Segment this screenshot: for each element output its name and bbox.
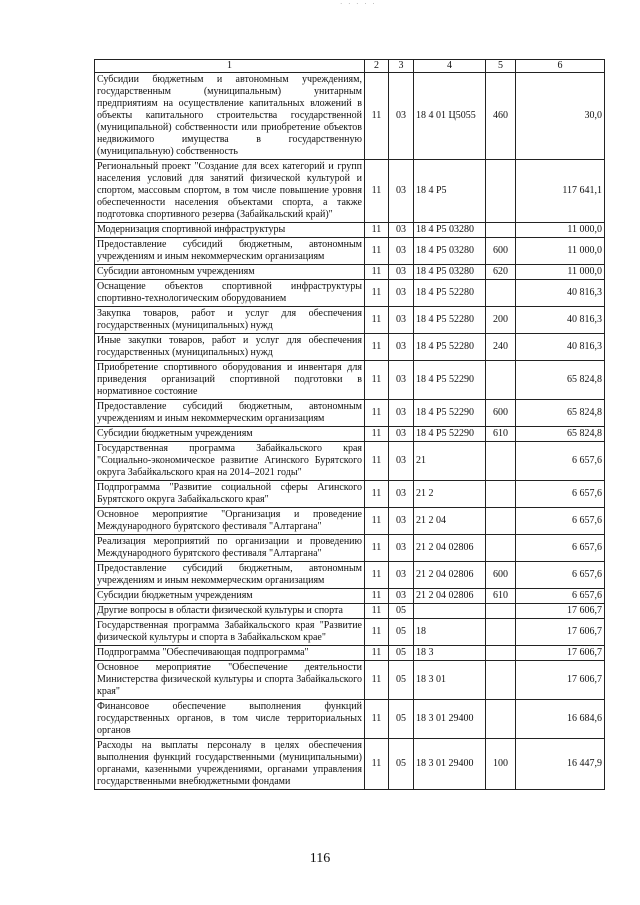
expense-type-code-cell xyxy=(486,646,516,661)
amount-cell: 16 684,6 xyxy=(516,700,605,739)
section-code-cell: 11 xyxy=(365,481,389,508)
item-name-cell: Субсидии бюджетным учреждениям xyxy=(95,589,365,604)
section-code-cell: 11 xyxy=(365,661,389,700)
header-col-2: 2 xyxy=(365,60,389,73)
target-article-code-cell: 18 4 01 Ц5055 xyxy=(414,73,486,160)
item-name-cell: Субсидии автономным учреждениям xyxy=(95,265,365,280)
target-article-code-cell: 21 2 04 02806 xyxy=(414,589,486,604)
subsection-code-cell: 05 xyxy=(389,661,414,700)
amount-cell: 117 641,1 xyxy=(516,160,605,223)
amount-cell: 40 816,3 xyxy=(516,307,605,334)
expense-type-code-cell: 240 xyxy=(486,334,516,361)
table-row xyxy=(95,280,605,307)
item-name-cell: Государственная программа Забайкальского края "Развитие физической культуры и спорта в Забайкальском крае" xyxy=(95,619,365,646)
expense-type-code-cell: 100 xyxy=(486,739,516,790)
subsection-code-cell: 03 xyxy=(389,427,414,442)
expense-type-code-cell xyxy=(486,442,516,481)
subsection-code-cell: 03 xyxy=(389,481,414,508)
target-article-code-cell: 18 3 01 29400 xyxy=(414,700,486,739)
expense-type-code-cell: 460 xyxy=(486,73,516,160)
amount-cell: 16 447,9 xyxy=(516,739,605,790)
section-code-cell: 11 xyxy=(365,646,389,661)
subsection-code-cell: 03 xyxy=(389,73,414,160)
subsection-code-cell: 03 xyxy=(389,280,414,307)
item-name-cell: Подпрограмма "Развитие социальной сферы Агинского Бурятского округа Забайкальского края" xyxy=(95,481,365,508)
subsection-code-cell: 03 xyxy=(389,562,414,589)
section-code-cell: 11 xyxy=(365,361,389,400)
target-article-code-cell xyxy=(414,604,486,619)
table-header-row xyxy=(95,60,605,73)
subsection-code-cell: 03 xyxy=(389,508,414,535)
target-article-code-cell: 18 4 P5 03280 xyxy=(414,238,486,265)
table-row xyxy=(95,160,605,223)
expense-type-code-cell: 200 xyxy=(486,307,516,334)
table-row xyxy=(95,619,605,646)
item-name-cell: Другие вопросы в области физической культуры и спорта xyxy=(95,604,365,619)
table-row xyxy=(95,361,605,400)
item-name-cell: Государственная программа Забайкальского края "Социально-экономическое развитие Агинского Бурятского округа Забайкальского края на 2014–2021 годы" xyxy=(95,442,365,481)
target-article-code-cell: 18 4 P5 52280 xyxy=(414,307,486,334)
table-row xyxy=(95,307,605,334)
subsection-code-cell: 03 xyxy=(389,400,414,427)
target-article-code-cell: 18 4 P5 52290 xyxy=(414,400,486,427)
header-col-5: 5 xyxy=(486,60,516,73)
section-code-cell: 11 xyxy=(365,160,389,223)
table-row xyxy=(95,400,605,427)
subsection-code-cell: 05 xyxy=(389,604,414,619)
expense-type-code-cell: 620 xyxy=(486,265,516,280)
target-article-code-cell: 18 4 P5 03280 xyxy=(414,223,486,238)
subsection-code-cell: 05 xyxy=(389,739,414,790)
section-code-cell: 11 xyxy=(365,427,389,442)
target-article-code-cell: 18 4 P5 52290 xyxy=(414,361,486,400)
expense-type-code-cell xyxy=(486,604,516,619)
item-name-cell: Подпрограмма "Обеспечивающая подпрограмма" xyxy=(95,646,365,661)
item-name-cell: Оснащение объектов спортивной инфраструктуры спортивно-технологическим оборудованием xyxy=(95,280,365,307)
amount-cell: 6 657,6 xyxy=(516,508,605,535)
amount-cell: 40 816,3 xyxy=(516,334,605,361)
target-article-code-cell: 18 4 P5 52280 xyxy=(414,280,486,307)
section-code-cell: 11 xyxy=(365,280,389,307)
page-number: 116 xyxy=(309,851,331,866)
table-row xyxy=(95,442,605,481)
subsection-code-cell: 03 xyxy=(389,361,414,400)
item-name-cell: Расходы на выплаты персоналу в целях обеспечения выполнения функций государственными (муниципальными) органами, казенными учреждениями, органами управления государственными внебюджетными фондами xyxy=(95,739,365,790)
section-code-cell: 11 xyxy=(365,508,389,535)
subsection-code-cell: 03 xyxy=(389,535,414,562)
item-name-cell: Субсидии бюджетным и автономным учреждениям, государственным (муниципальным) унитарным предприятиям на осуществление капитальных вложений в объекты капитального строительства государственной (муниципальной) собственности или приобретение объектов недвижимого имущества в государственную (муниципальную) собственность xyxy=(95,73,365,160)
section-code-cell: 11 xyxy=(365,307,389,334)
amount-cell: 17 606,7 xyxy=(516,619,605,646)
expense-type-code-cell: 600 xyxy=(486,238,516,265)
section-code-cell: 11 xyxy=(365,619,389,646)
expense-type-code-cell xyxy=(486,661,516,700)
section-code-cell: 11 xyxy=(365,535,389,562)
table-row xyxy=(95,562,605,589)
target-article-code-cell: 21 xyxy=(414,442,486,481)
expense-type-code-cell xyxy=(486,508,516,535)
expense-type-code-cell: 600 xyxy=(486,562,516,589)
subsection-code-cell: 03 xyxy=(389,223,414,238)
subsection-code-cell: 03 xyxy=(389,334,414,361)
target-article-code-cell: 18 4 P5 xyxy=(414,160,486,223)
amount-cell: 30,0 xyxy=(516,73,605,160)
expense-type-code-cell xyxy=(486,619,516,646)
item-name-cell: Финансовое обеспечение выполнения функций государственных органов, в том числе территориальных органов xyxy=(95,700,365,739)
table-row xyxy=(95,427,605,442)
table-row xyxy=(95,223,605,238)
section-code-cell: 11 xyxy=(365,73,389,160)
item-name-cell: Иные закупки товаров, работ и услуг для обеспечения государственных (муниципальных) нужд xyxy=(95,334,365,361)
section-code-cell: 11 xyxy=(365,238,389,265)
subsection-code-cell: 03 xyxy=(389,265,414,280)
section-code-cell: 11 xyxy=(365,334,389,361)
expense-type-code-cell xyxy=(486,700,516,739)
table-row xyxy=(95,508,605,535)
subsection-code-cell: 05 xyxy=(389,619,414,646)
target-article-code-cell: 18 3 01 xyxy=(414,661,486,700)
expense-type-code-cell: 610 xyxy=(486,427,516,442)
subsection-code-cell: 03 xyxy=(389,442,414,481)
item-name-cell: Предоставление субсидий бюджетным, автономным учреждениям и иным некоммерческим организациям xyxy=(95,562,365,589)
amount-cell: 6 657,6 xyxy=(516,562,605,589)
amount-cell: 17 606,7 xyxy=(516,646,605,661)
expense-type-code-cell xyxy=(486,361,516,400)
header-col-6: 6 xyxy=(516,60,605,73)
table-row xyxy=(95,661,605,700)
amount-cell: 17 606,7 xyxy=(516,661,605,700)
table-row xyxy=(95,739,605,790)
target-article-code-cell: 18 xyxy=(414,619,486,646)
section-code-cell: 11 xyxy=(365,589,389,604)
table-row xyxy=(95,700,605,739)
item-name-cell: Приобретение спортивного оборудования и инвентаря для приведения организаций спортивной подготовки в нормативное состояние xyxy=(95,361,365,400)
item-name-cell: Субсидии бюджетным учреждениям xyxy=(95,427,365,442)
target-article-code-cell: 18 3 xyxy=(414,646,486,661)
table-row xyxy=(95,334,605,361)
subsection-code-cell: 03 xyxy=(389,160,414,223)
section-code-cell: 11 xyxy=(365,223,389,238)
item-name-cell: Закупка товаров, работ и услуг для обеспечения государственных (муниципальных) нужд xyxy=(95,307,365,334)
section-code-cell: 11 xyxy=(365,562,389,589)
item-name-cell: Основное мероприятие "Организация и проведение Международного бурятского фестиваля "Алтаргана" xyxy=(95,508,365,535)
subsection-code-cell: 03 xyxy=(389,589,414,604)
expense-type-code-cell xyxy=(486,160,516,223)
expense-type-code-cell xyxy=(486,223,516,238)
amount-cell: 11 000,0 xyxy=(516,265,605,280)
section-code-cell: 11 xyxy=(365,442,389,481)
expense-type-code-cell xyxy=(486,280,516,307)
table-row xyxy=(95,646,605,661)
amount-cell: 6 657,6 xyxy=(516,589,605,604)
amount-cell: 65 824,8 xyxy=(516,400,605,427)
target-article-code-cell: 21 2 04 02806 xyxy=(414,562,486,589)
subsection-code-cell: 05 xyxy=(389,646,414,661)
amount-cell: 6 657,6 xyxy=(516,481,605,508)
target-article-code-cell: 21 2 04 xyxy=(414,508,486,535)
header-col-4: 4 xyxy=(414,60,486,73)
amount-cell: 6 657,6 xyxy=(516,442,605,481)
item-name-cell: Модернизация спортивной инфраструктуры xyxy=(95,223,365,238)
amount-cell: 6 657,6 xyxy=(516,535,605,562)
table-row xyxy=(95,535,605,562)
section-code-cell: 11 xyxy=(365,700,389,739)
item-name-cell: Основное мероприятие "Обеспечение деятельности Министерства физической культуры и спорта Забайкальского края" xyxy=(95,661,365,700)
table-row xyxy=(95,265,605,280)
item-name-cell: Предоставление субсидий бюджетным, автономным учреждениям и иным некоммерческим организациям xyxy=(95,400,365,427)
table-row xyxy=(95,604,605,619)
amount-cell: 65 824,8 xyxy=(516,427,605,442)
expense-type-code-cell: 610 xyxy=(486,589,516,604)
budget-table xyxy=(94,59,605,790)
item-name-cell: Региональный проект "Создание для всех категорий и групп населения условий для занятий физической культурой и спортом, массовым спортом, в том числе повышение уровня обеспеченности населения объектами спорта, а также подготовка спортивного резерва (Забайкальский край)" xyxy=(95,160,365,223)
expense-type-code-cell xyxy=(486,481,516,508)
section-code-cell: 11 xyxy=(365,739,389,790)
expense-type-code-cell xyxy=(486,535,516,562)
scan-marks: · · · · · xyxy=(340,0,377,6)
table-row xyxy=(95,73,605,160)
target-article-code-cell: 18 4 P5 03280 xyxy=(414,265,486,280)
subsection-code-cell: 03 xyxy=(389,238,414,265)
section-code-cell: 11 xyxy=(365,604,389,619)
table-row xyxy=(95,481,605,508)
header-col-1: 1 xyxy=(95,60,365,73)
amount-cell: 17 606,7 xyxy=(516,604,605,619)
item-name-cell: Реализация мероприятий по организации и проведению Международного бурятского фестиваля "Алтаргана" xyxy=(95,535,365,562)
item-name-cell: Предоставление субсидий бюджетным, автономным учреждениям и иным некоммерческим организациям xyxy=(95,238,365,265)
amount-cell: 11 000,0 xyxy=(516,238,605,265)
subsection-code-cell: 05 xyxy=(389,700,414,739)
amount-cell: 65 824,8 xyxy=(516,361,605,400)
amount-cell: 40 816,3 xyxy=(516,280,605,307)
target-article-code-cell: 18 3 01 29400 xyxy=(414,739,486,790)
expense-type-code-cell: 600 xyxy=(486,400,516,427)
target-article-code-cell: 18 4 P5 52280 xyxy=(414,334,486,361)
section-code-cell: 11 xyxy=(365,265,389,280)
header-col-3: 3 xyxy=(389,60,414,73)
target-article-code-cell: 18 4 P5 52290 xyxy=(414,427,486,442)
table-row xyxy=(95,238,605,265)
section-code-cell: 11 xyxy=(365,400,389,427)
amount-cell: 11 000,0 xyxy=(516,223,605,238)
target-article-code-cell: 21 2 04 02806 xyxy=(414,535,486,562)
subsection-code-cell: 03 xyxy=(389,307,414,334)
target-article-code-cell: 21 2 xyxy=(414,481,486,508)
table-row xyxy=(95,589,605,604)
